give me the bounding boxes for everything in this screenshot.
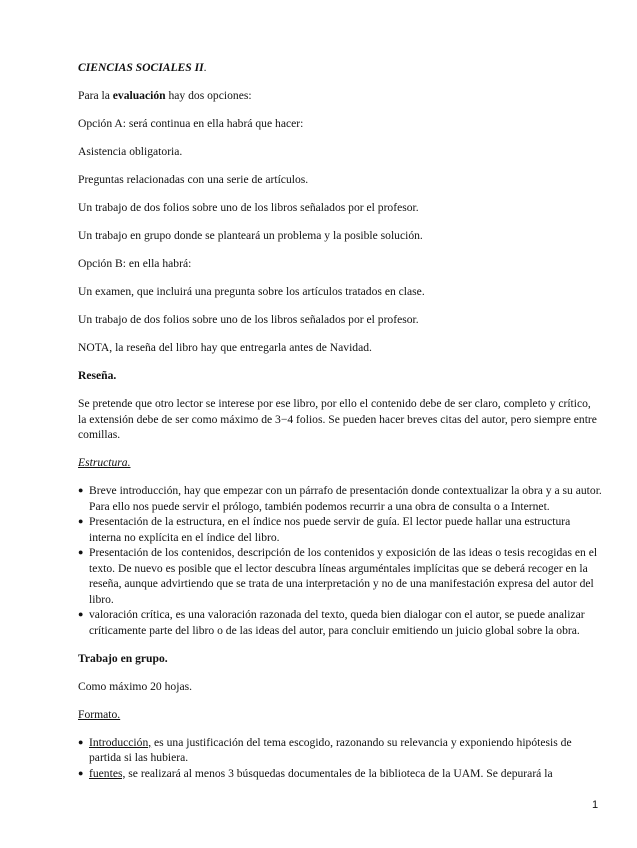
- bullet-icon: ●: [78, 767, 84, 778]
- option-b-item: Un trabajo de dos folios sobre uno de los libros señalados por el profesor.: [78, 313, 419, 326]
- option-b-text: Opción B: en ella habrá:: [78, 257, 192, 270]
- option-a-item: Preguntas relacionadas con una serie de artículos.: [78, 173, 309, 186]
- bullet-icon: ●: [78, 736, 84, 747]
- option-a-item: Un trabajo de dos folios sobre uno de los libros señalados por el profesor.: [78, 201, 419, 214]
- document-page: [78, 60, 602, 781]
- page-number: 1: [592, 799, 599, 811]
- option-b-item: Un examen, que incluirá una pregunta sobre los artículos tratados en clase.: [78, 285, 425, 298]
- option-a-item: Un trabajo en grupo donde se planteará un problema y la posible solución.: [78, 229, 423, 242]
- list-item: ● Introducción, es una justificación del tema escogido, razonando su relevancia y exponiendo hipótesis de partida si las hubiera.: [78, 735, 572, 764]
- bullet-icon: ●: [78, 609, 84, 619]
- list-item: ● Presentación de los contenidos, descripción de los contenidos y exposición de las ideas o tesis recogidas en el texto. De nuevo es posible que el lector descubra líneas arguméntales implícitas que se deberá recoger en la reseña, aunque advirtiendo que se trata de una interpretación y no de una manifestación expresa del autor del libro.: [78, 546, 598, 606]
- formato-list: [78, 735, 602, 782]
- estructura-list: [78, 483, 602, 638]
- option-a-text: Opción A: será continua en ella habrá que hacer:: [78, 117, 304, 130]
- list-item: ● valoración crítica, es una valoración razonada del texto, queda bien dialogar con el autor, se puede analizar críticamente parte del libro o de las ideas del autor, para concluir emitiendo un juicio global sobre la obra.: [78, 608, 585, 637]
- resena-heading: Reseña.: [78, 369, 117, 382]
- bullet-icon: ●: [78, 547, 84, 557]
- list-item: ● Presentación de la estructura, en el índice nos puede servir de guía. El lector puede hallar una estructura interna no explícita en el índice del libro.: [78, 515, 571, 544]
- bullet-icon: ●: [78, 516, 84, 526]
- nota-text: NOTA, la reseña del libro hay que entregarla antes de Navidad.: [78, 341, 372, 354]
- trabajo-text: Como máximo 20 hojas.: [78, 679, 193, 693]
- formato-heading: Formato.: [78, 707, 121, 721]
- bullet-icon: ●: [78, 485, 84, 495]
- list-item: ● Breve introducción, hay que empezar con un párrafo de presentación donde contextualizar la obra y a su autor. Para ello nos puede servir el prólogo, también podemos recurrir a una obra de consulta o a Internet.: [78, 484, 602, 513]
- list-item: ● fuentes, se realizará al menos 3 búsquedas documentales de la biblioteca de la UAM. Se depurará la: [78, 766, 553, 780]
- resena-paragraph: Se pretende que otro lector se interese por ese libro, por ello el contenido debe de ser claro, completo y crítico, la extensión debe de ser como máximo de 3−4 folios. Se pueden hacer breves citas del autor, pero siempre entre comillas.: [78, 397, 597, 441]
- document-title: CIENCIAS SOCIALES II.: [78, 61, 207, 74]
- estructura-heading: Estructura.: [78, 456, 131, 469]
- trabajo-heading: Trabajo en grupo.: [78, 651, 168, 665]
- evaluation-intro: Para la evaluación hay dos opciones:: [78, 89, 252, 102]
- option-a-item: Asistencia obligatoria.: [78, 145, 183, 158]
